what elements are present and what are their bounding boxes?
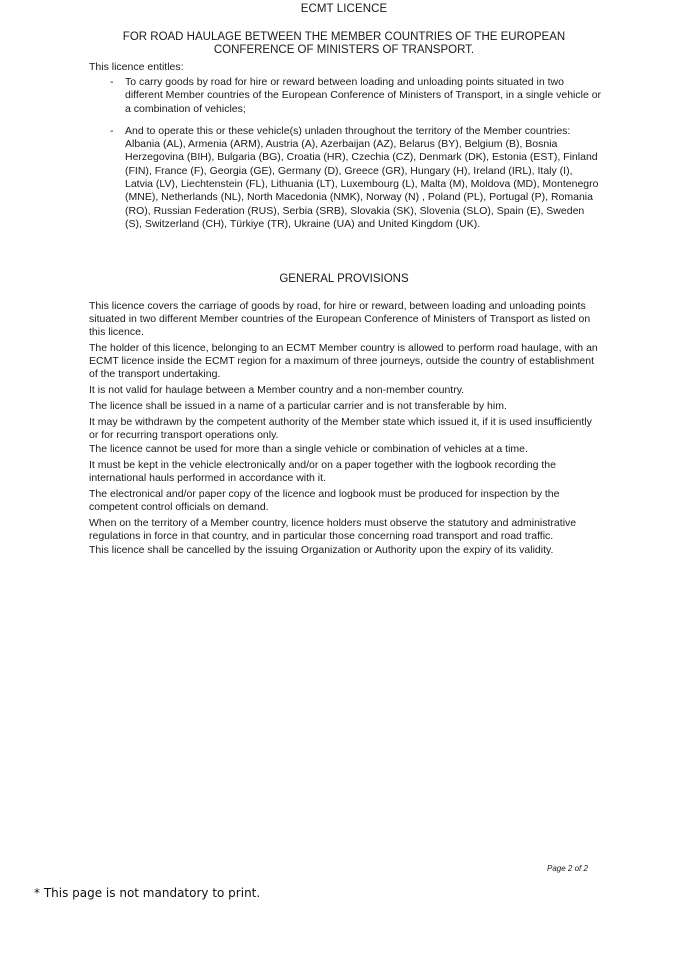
provision-paragraph: This licence covers the carriage of goods by road, for hire or reward, between loading and unloading points situated in two different Member countries of the European Conference of Ministers of Transport as listed on this licence. bbox=[89, 300, 591, 338]
provision-paragraph: This licence shall be cancelled by the issuing Organization or Authority upon the expiry of its validity. bbox=[89, 544, 554, 556]
provision-paragraph: It must be kept in the vehicle electronically and/or on a paper together with the logbook recording the international hauls performed in accordance with it. bbox=[89, 459, 556, 484]
provision-paragraph: The electronical and/or paper copy of the licence and logbook must be produced for inspection by the competent control officials on demand. bbox=[89, 488, 560, 513]
bullet-marker: - bbox=[110, 76, 114, 88]
list-item-text: To carry goods by road for hire or reward between loading and unloading points situated in two different Member countries of the European Conference of Ministers of Transport, in a single vehicle or a combination of vehicles; bbox=[125, 76, 602, 115]
footnote: * This page is not mandatory to print. bbox=[34, 886, 261, 900]
list-item bbox=[110, 76, 602, 116]
provision-paragraph: When on the territory of a Member country, licence holders must observe the statutory and administrative regulations in force in that country, and in particular those concerning road transport and road traffic. bbox=[89, 517, 577, 542]
list-item-text: And to operate this or these vehicle(s) unladen throughout the territory of the Member countries: Albania (AL), Armenia (ARM), Austria (A), Azerbaijan (AZ), Belarus (BY), Belgium (B), Bosnia Herzegovina (BIH), Bulgaria (BG), Croatia (HR), Czechia (CZ), Denmark (DK), Estonia (EST), Finland (FIN), France (F), Georgia (GE), Germany (D), Greece (GR), Hungary (H), Ireland (IRL), Italy (I), Latvia (LV), Liechtenstein (FL), Lithuania (LT), Luxembourg (L), Malta (M), Moldova (MD), Montenegro (MNE), Netherlands (NL), North Macedonia (NMK), Norway (N) , Poland (PL), Portugal (P), Romania (RO), Russian Federation (RUS), Serbia (SRB), Slovakia (SK), Slovenia (SLO), Spain (E), Sweden (S), Switzerland (CH), Türkiye (TR), Ukraine (UA) and United Kingdom (UK). bbox=[125, 124, 599, 230]
provisions-list bbox=[89, 300, 604, 560]
document-title: ECMT LICENCE bbox=[300, 3, 388, 15]
document-subtitle: FOR ROAD HAULAGE BETWEEN THE MEMBER COUNTRIES OF THE EUROPEAN CONFERENCE OF MINISTERS OF TRANSPORT. bbox=[122, 31, 566, 56]
provision-paragraph: It may be withdrawn by the competent authority of the Member state which issued it, if it is used insufficiently or for recurring transport operations only. bbox=[89, 416, 592, 441]
page-number: Page 2 of 2 bbox=[547, 864, 588, 873]
provision-paragraph: The holder of this licence, belonging to an ECMT Member country is allowed to perform road haulage, with an ECMT licence inside the ECMT region for a maximum of three journeys, outside the country of establishment of the transport undertaking. bbox=[89, 342, 598, 380]
entitlements-list bbox=[110, 76, 602, 240]
provision-paragraph: The licence cannot be used for more than a single vehicle or combination of vehicles at a time. bbox=[89, 443, 528, 455]
section-title: GENERAL PROVISIONS bbox=[279, 273, 409, 285]
provision-paragraph: The licence shall be issued in a name of a particular carrier and is not transferable by him. bbox=[89, 400, 507, 412]
provision-paragraph: It is not valid for haulage between a Member country and a non-member country. bbox=[89, 384, 465, 396]
intro-text: This licence entitles: bbox=[89, 61, 184, 73]
bullet-marker: - bbox=[110, 124, 114, 137]
list-item bbox=[110, 125, 602, 231]
